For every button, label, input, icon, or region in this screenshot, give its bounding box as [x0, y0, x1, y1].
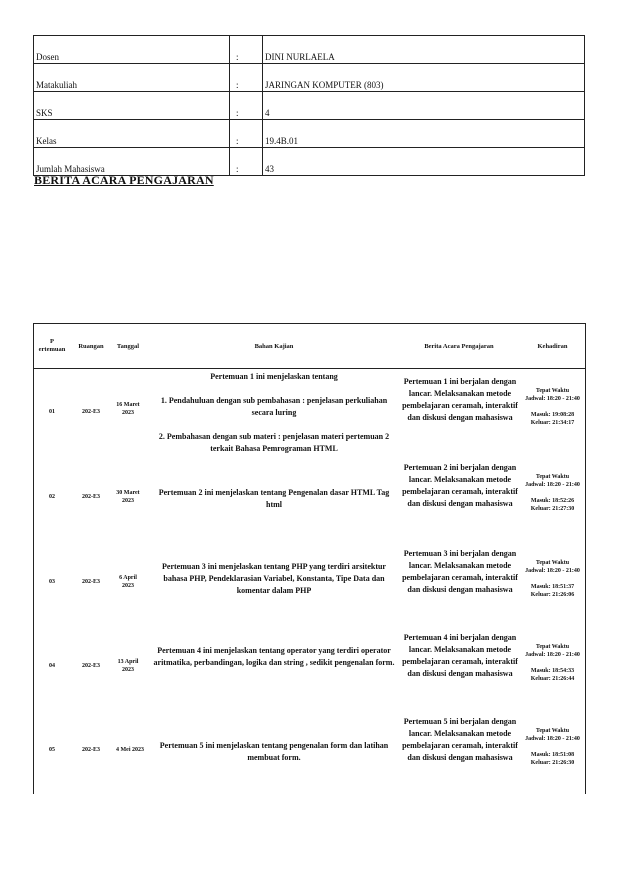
info-colon: : — [230, 148, 263, 176]
row-tanggal: 6 April 2023 — [119, 575, 137, 589]
info-value: 4 — [263, 92, 585, 120]
info-row-matakuliah — [34, 64, 585, 92]
row-ruangan: 202-E3 — [82, 409, 100, 415]
info-label: Dosen — [34, 36, 230, 64]
row-berita-acara: Pertemuan 2 ini berjalan dengan lancar. Melaksanakan metode pembelajaran ceramah, interaktif dan diskusi dengan mahasiswa — [402, 463, 518, 508]
row-ruangan: 202-E3 — [82, 663, 100, 669]
header-kehadiran: Kehadiran — [537, 343, 568, 350]
row-ruangan: 202-E3 — [82, 579, 100, 585]
row-berita-acara: Pertemuan 1 ini berjalan dengan lancar. Melaksanakan metode pembelajaran ceramah, interaktif dan diskusi dengan mahasiswa — [402, 377, 518, 422]
row-bahan-kajian: Pertemuan 5 ini menjelaskan tentang pengenalan form dan latihan membuat form. — [159, 741, 389, 762]
info-row-kelas — [34, 120, 585, 148]
row-kehadiran: Tepat Waktu Jadwal: 18:20 - 21:40 Masuk: 18:51:37 Keluar: 21:26:06 — [525, 560, 580, 598]
info-row-sks — [34, 92, 585, 120]
row-kehadiran: Tepat Waktu Jadwal: 18:20 - 21:40 Masuk: 18:52:26 Keluar: 21:27:30 — [525, 474, 580, 512]
row-bahan-kajian: Pertemuan 1 ini menjelaskan tentang 1. Pendahuluan dengan sub pembahasan : penjelasan perkuliahan secara luring 2. Pembahasan dengan sub materi : penjelasan materi pertemuan 2 terkait Bahasa Pemrograman HTML — [158, 372, 390, 453]
info-label: Matakuliah — [34, 64, 230, 92]
info-colon: : — [230, 64, 263, 92]
info-row-dosen — [34, 36, 585, 64]
info-colon: : — [230, 36, 263, 64]
info-value: 19.4B.01 — [263, 120, 585, 148]
row-tanggal: 30 Maret 2023 — [116, 490, 140, 504]
table-header — [34, 324, 585, 369]
row-berita-acara: Pertemuan 4 ini berjalan dengan lancar. Melaksanakan metode pembelajaran ceramah, interaktif dan diskusi dengan mahasiswa — [402, 633, 518, 678]
row-number: 01 — [49, 409, 55, 415]
info-label: Kelas — [34, 120, 230, 148]
info-value: DINI NURLAELA — [263, 36, 585, 64]
row-number: 05 — [49, 747, 55, 753]
row-kehadiran: Tepat Waktu Jadwal: 18:20 - 21:40 Masuk: 18:54:33 Keluar: 21:26:44 — [525, 644, 580, 682]
berita-acara-table — [33, 323, 586, 794]
page-title: BERITA ACARA PENGAJARAN — [34, 173, 214, 187]
row-bahan-kajian: Pertemuan 2 ini menjelaskan tentang Pengenalan dasar HTML Tag html — [158, 488, 390, 509]
row-number: 04 — [49, 663, 55, 669]
row-kehadiran: Tepat Waktu Jadwal: 18:20 - 21:40 Masuk: 19:08:28 Keluar: 21:34:17 — [525, 388, 580, 426]
header-tanggal: Tanggal — [116, 343, 140, 350]
header-ruangan: Ruangan — [78, 343, 104, 350]
header-bahan-kajian: Bahan Kajian — [254, 343, 294, 350]
info-table — [33, 35, 585, 176]
table-row — [34, 546, 585, 630]
row-bahan-kajian: Pertemuan 4 ini menjelaskan tentang operator yang terdiri operator aritmatika, perbandingan, logika dan string , sedikit pengenalan form. — [153, 646, 395, 667]
row-tanggal: 13 April 2023 — [117, 659, 139, 673]
header-pertemuan: P ertemuan — [38, 338, 66, 353]
row-number: 02 — [49, 494, 55, 500]
header-berita-acara: Berita Acara Pengajaran — [424, 343, 494, 350]
table-row — [34, 714, 585, 794]
info-colon: : — [230, 92, 263, 120]
row-number: 03 — [49, 579, 55, 585]
row-berita-acara: Pertemuan 5 ini berjalan dengan lancar. Melaksanakan metode pembelajaran ceramah, interaktif dan diskusi dengan mahasiswa — [402, 717, 518, 762]
info-value: JARINGAN KOMPUTER (803) — [263, 64, 585, 92]
table-row — [34, 368, 585, 470]
row-tanggal: 16 Maret 2023 — [116, 402, 140, 416]
row-ruangan: 202-E3 — [82, 747, 100, 753]
row-berita-acara: Pertemuan 3 ini berjalan dengan lancar. Melaksanakan metode pembelajaran ceramah, interaktif dan diskusi dengan mahasiswa — [402, 549, 518, 594]
row-bahan-kajian: Pertemuan 3 ini menjelaskan tentang PHP yang terdiri arsitektur bahasa PHP, Pendeklarasian Variabel, Konstanta, Tipe Data dan komentar dalam PHP — [162, 562, 386, 595]
info-value: 43 — [263, 148, 585, 176]
info-label: Jumlah Mahasiswa — [34, 148, 230, 176]
row-ruangan: 202-E3 — [82, 494, 100, 500]
row-kehadiran: Tepat Waktu Jadwal: 18:20 - 21:40 Masuk: 18:51:08 Keluar: 21:26:30 — [525, 728, 580, 766]
row-tanggal: 4 Mei 2023 — [116, 747, 144, 753]
info-row-jumlah — [34, 148, 585, 176]
table-row — [34, 630, 585, 714]
info-colon: : — [230, 120, 263, 148]
table-row — [34, 462, 585, 546]
info-label: SKS — [34, 92, 230, 120]
